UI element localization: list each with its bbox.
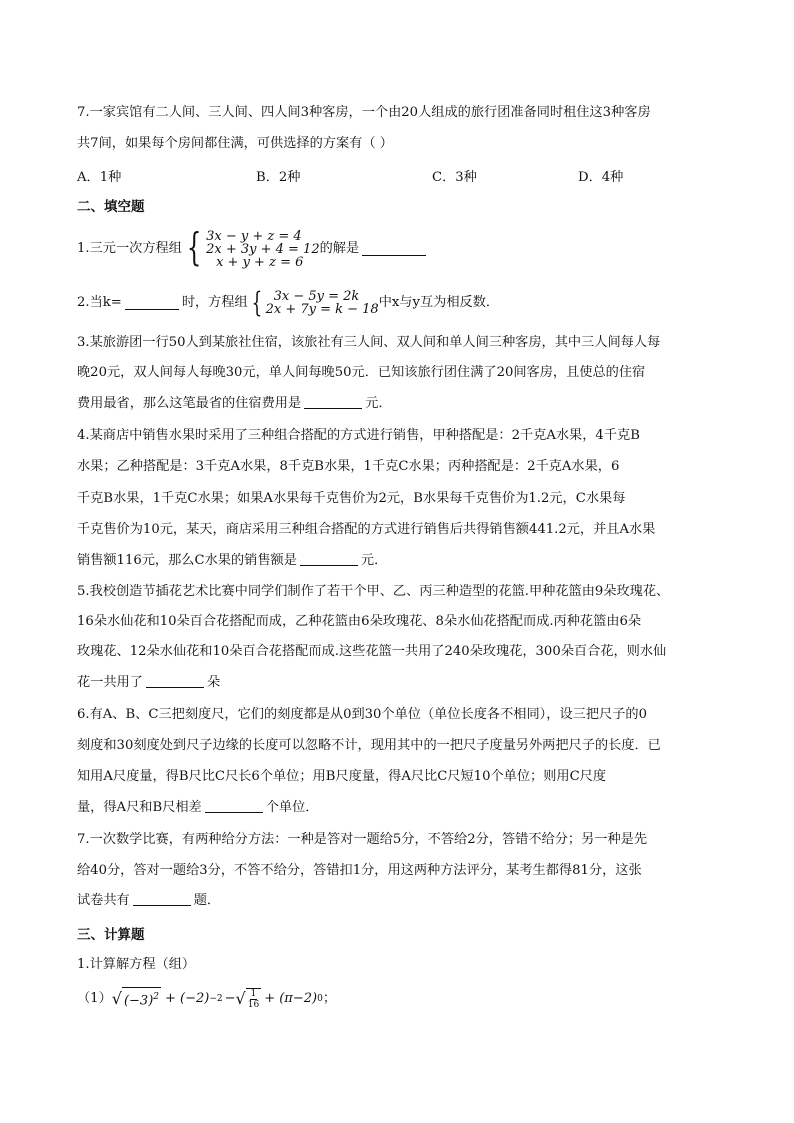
answer-blank[interactable] [133,892,191,906]
fill-q5-line: 5.我校创造节插花艺术比赛中同学们制作了若干个甲、乙、丙三种造型的花篮.甲种花篮由9朵玫瑰花、 [77,584,670,599]
fill-q5-text: 花一共用了 [77,675,143,690]
q7-choice-line2: 共7间，如果每个房间都住满，可供选择的方案有（ ） [77,136,393,151]
option-d: D．4种 [578,170,624,185]
term-end: ； [322,991,337,1006]
option-a: A．1种 [77,170,122,185]
eq-line: 2x + 3y + 4 = 12 [206,241,320,257]
fill-q6-line: 刻度和30刻度处到尺子边缘的长度可以忽略不计，现用其中的一把尺子度量另外两把尺子的长度．已 [77,738,661,753]
fill-q2-prefix: 2.当k= [77,295,122,310]
exp-c: 0 [317,994,323,1004]
frac-den: 16 [247,1000,260,1010]
fill-q7-line: 给40分，答对一题给3分，不答不给分，答错扣1分，用这两种方法评分，某考生都得81分，这张 [77,863,642,878]
answer-blank[interactable] [146,674,204,688]
fill-q3-line: 3.某旅游团一行50人到某旅社住宿，该旅社有三人间、双人间和单人间三种客房，其中三人间每人每 [77,335,661,350]
fill-q4-line: 水果；乙种搭配是：3千克A水果，8千克B水果，1千克C水果；丙种搭配是：2千克A水果，6 [77,459,620,474]
fill-q5-end: 朵 [206,675,221,690]
fill-q1-system [206,230,320,269]
exp-b: −2 [209,994,223,1004]
fill-q7-text: 试卷共有 [77,893,130,908]
option-c: C．3种 [432,170,477,185]
fill-q5-line: 玫瑰花、12朵水仙花和10朵百合花搭配而成.这些花篮一共用了240朵玫瑰花，300朵百合花，则水仙 [77,644,667,659]
fill-q3-text: 费用最省，那么这笔最省的住宿费用是 [77,396,302,411]
sqrt-radicand [122,987,161,1010]
fill-q4-line: 千克售价为10元，某天，商店采用三种组合搭配的方式进行销售后共得销售额441.2元，并且A水果 [77,522,656,537]
answer-blank[interactable] [304,395,362,409]
fill-q6-line: 知用A尺度量，得B尺比C尺长6个单位；用B尺度量，得A尺比C尺短10个单位；则用C尺度 [77,769,607,784]
calc-q1-1: （1） √ $(-3)^2$ + (−2) −2 − √ $\frac{1}{16}$ + (π−2) 0 ； [77,989,337,1010]
exp-2: 2 [153,992,160,1003]
fill-q4-end: 元． [360,553,388,568]
fill-q3-line [77,395,392,413]
fill-q6-line: 6.有A、B、C三把刻度尺，它们的刻度都是从0到30个单位（单位长度各不相同），设三把尺子的0 [77,707,647,722]
eq-line: 3x − y + z = 4 [206,228,302,244]
calc-q1-1-label: （1） [77,991,112,1006]
eq-line: 3x − 5y = 2k [273,289,360,304]
frac-num: 1 [250,989,257,999]
fill-q6-end: 个单位． [265,800,319,815]
sqrt-frac [246,988,261,1010]
brace-icon: { [251,286,263,319]
answer-blank[interactable] [125,296,179,310]
fill-q5-line: 16朵水仙花和10朵百合花搭配而成，乙种花篮由6朵玫瑰花、8朵水仙花搭配而成.丙种花篮由6朵 [77,614,642,629]
q7-choice-line1: 7.一家宾馆有二人间、三人间、四人间3种客房，一个由20人组成的旅行团准备同时租住这3种客房 [77,105,651,120]
term-c: + (π−2) [264,991,318,1006]
fraction [248,989,259,1010]
term-b: + (−2) [165,991,210,1006]
fill-q7-line [77,892,220,910]
fill-q2 [77,288,499,318]
fill-q4-line [77,552,387,570]
answer-blank[interactable] [205,799,263,813]
brace-icon: { [186,225,202,269]
radicand-text: (−3) [123,993,154,1009]
eq-line: x + y + z = 6 [216,254,304,270]
fill-q2-mid: 时，方程组 [181,295,248,310]
fill-q1-prefix: 1.三元一次方程组 [77,241,182,256]
eq-line: 2x + 7y = k − 18 [265,302,379,317]
fill-q7-end: 题． [193,893,221,908]
fill-q4-line: 千克B水果，1千克C水果；如果A水果每千克售价为2元，B水果每千克售价为1.2元，C水果每 [77,491,626,506]
fill-q3-end: 元． [365,396,392,411]
option-b: B．2种 [256,170,301,185]
answer-blank[interactable] [362,242,426,256]
fill-q1-suffix: 的解是 [319,241,360,256]
fill-q6-text: 量，得A尺和B尺相差 [77,800,202,815]
fill-q1 [77,225,429,270]
section-heading-fill-in: 二、填空题 [77,199,145,215]
fill-q4-line: 4.某商店中销售水果时采用了三种组合搭配的方式进行销售，甲种搭配是：2千克A水果，4千克B [77,428,640,443]
fill-q6-line [77,799,318,817]
fill-q7-line: 7.一次数学比赛，有两种给分方法：一种是答对一题给5分，不答给2分，答错不给分；另一种是先 [77,832,648,847]
calc-q1-title: 1.计算解方程（组） [77,957,196,972]
fill-q2-system [266,290,379,316]
fill-q3-line: 晚20元，双人间每人每晚30元，单人间每晚50元．已知该旅行团住满了20间客房，且使总的住宿 [77,365,646,380]
sqrt-icon: √ [111,989,122,1008]
fill-q5-line [77,674,220,692]
fill-q2-suffix: 中x与y互为相反数． [378,295,500,310]
sqrt-icon: √ [235,989,246,1008]
section-heading-calc: 三、计算题 [77,927,145,943]
fill-q4-text: 销售额116元，那么C水果的销售额是 [77,553,297,568]
answer-blank[interactable] [300,552,358,566]
